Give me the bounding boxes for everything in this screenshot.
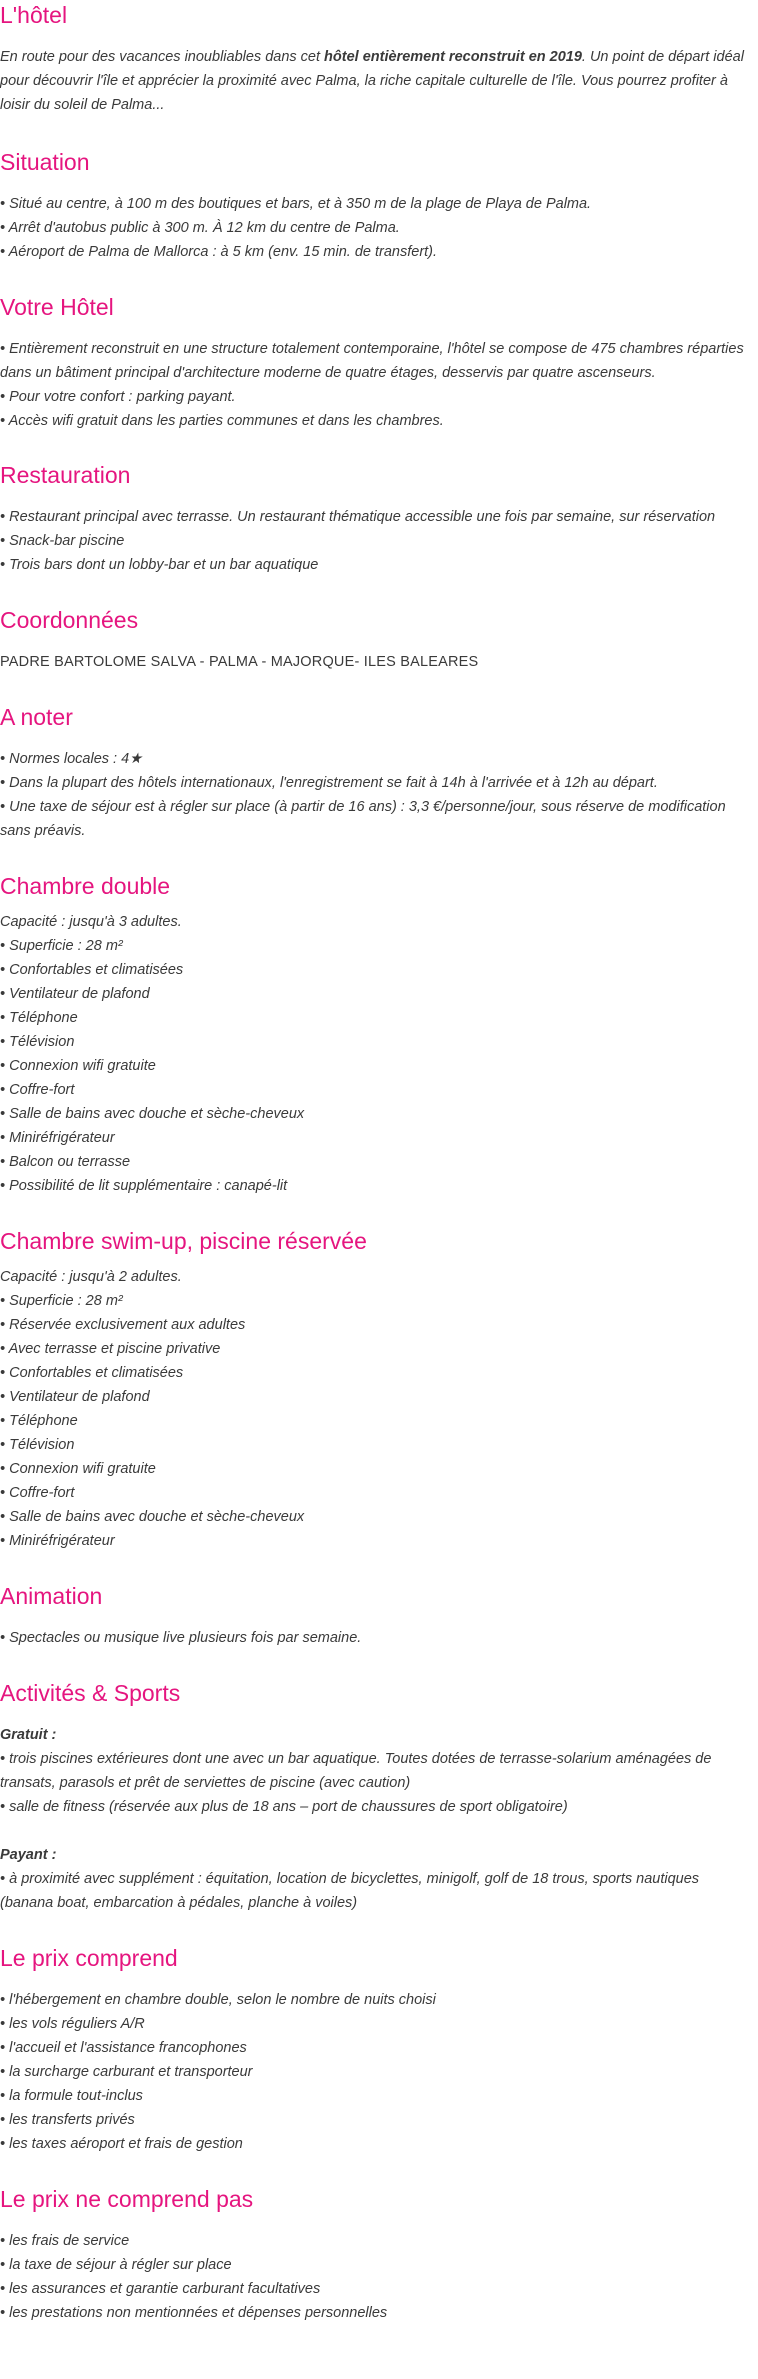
section-title-chambre-double: Chambre double xyxy=(0,873,171,899)
section-activites xyxy=(0,1678,756,1915)
list-item: • Confortables et climatisées xyxy=(0,962,184,978)
hotel-intro-pre: En route pour des vacances inoubliables dans cet xyxy=(0,49,325,65)
payant-label: Payant : xyxy=(0,1847,57,1863)
list-item: • Normes locales : 4★ xyxy=(0,751,143,767)
list-item: • Superficie : 28 m² xyxy=(0,1293,123,1309)
list-item: • la formule tout-inclus xyxy=(0,2088,143,2104)
section-title-votre-hotel: Votre Hôtel xyxy=(0,294,114,320)
spacer xyxy=(0,1819,756,1843)
section-title-a-noter: A noter xyxy=(0,704,73,730)
list-item: • Connexion wifi gratuite xyxy=(0,1058,156,1074)
hotel-address: PADRE BARTOLOME SALVA - PALMA - MAJORQUE- ILES BALEARES xyxy=(0,654,479,670)
votre-hotel-list xyxy=(0,337,756,433)
gratuit-label: Gratuit : xyxy=(0,1727,57,1743)
list-item: • Connexion wifi gratuite xyxy=(0,1461,156,1477)
list-item: • Entièrement reconstruit en une structure totalement contemporaine, l'hôtel se compose de 475 chambres réparties dans un bâtiment principal d'architecture moderne de quatre étages, desservis par quatre ascenseurs. xyxy=(0,341,744,381)
section-animation xyxy=(0,1581,756,1650)
list-item: • la surcharge carburant et transporteur xyxy=(0,2064,253,2080)
list-item: • Superficie : 28 m² xyxy=(0,938,123,954)
section-title-animation: Animation xyxy=(0,1583,103,1609)
section-title-activites: Activités & Sports xyxy=(0,1680,181,1706)
section-a-noter xyxy=(0,702,756,843)
list-item: • l'hébergement en chambre double, selon le nombre de nuits choisi xyxy=(0,1992,436,2008)
list-item: • Télévision xyxy=(0,1437,75,1453)
section-prix-ne-comprend-pas xyxy=(0,2184,756,2325)
section-restauration xyxy=(0,460,756,577)
list-item: • les transferts privés xyxy=(0,2112,135,2128)
section-title-prix-ne-comprend-pas: Le prix ne comprend pas xyxy=(0,2186,254,2212)
list-item: • Ventilateur de plafond xyxy=(0,986,150,1002)
section-votre-hotel xyxy=(0,292,756,433)
section-title-hotel: L'hôtel xyxy=(0,2,68,28)
list-item: • Télévision xyxy=(0,1034,75,1050)
a-noter-list xyxy=(0,747,756,843)
list-item: • Snack-bar piscine xyxy=(0,533,125,549)
restauration-list xyxy=(0,505,756,577)
list-item: • à proximité avec supplément : équitation, location de bicyclettes, minigolf, golf de 18 trous, sports nautiques (banana boat, embarcation à pédales, planche à voiles) xyxy=(0,1871,700,1911)
list-item: • Confortables et climatisées xyxy=(0,1365,184,1381)
section-hotel xyxy=(0,0,756,117)
list-item: • Ventilateur de plafond xyxy=(0,1389,150,1405)
list-item: • Trois bars dont un lobby-bar et un bar aquatique xyxy=(0,557,319,573)
prix-ne-comprend-pas-list xyxy=(0,2229,756,2325)
list-item: • Miniréfrigérateur xyxy=(0,1533,115,1549)
list-item: • Coffre-fort xyxy=(0,1485,75,1501)
list-item: • les vols réguliers A/R xyxy=(0,2016,145,2032)
hotel-intro-post: . Un point de départ idéal pour découvrir l'île et apprécier la proximité avec Palma, la riche capitale culturelle de l'île. Vous pourrez profiter à loisir du soleil de Palma... xyxy=(0,49,744,113)
list-item: • Avec terrasse et piscine privative xyxy=(0,1341,221,1357)
room-capacity: Capacité : jusqu'à 3 adultes. xyxy=(0,914,182,930)
list-item: • Possibilité de lit supplémentaire : canapé-lit xyxy=(0,1178,288,1194)
section-chambre-double xyxy=(0,871,756,1198)
list-item: • Dans la plupart des hôtels internationaux, l'enregistrement se fait à 14h à l'arrivée et à 12h au départ. xyxy=(0,775,658,791)
list-item: • Accès wifi gratuit dans les parties communes et dans les chambres. xyxy=(0,413,444,429)
chambre-swimup-list xyxy=(0,1265,756,1553)
section-title-situation: Situation xyxy=(0,149,90,175)
list-item: • Une taxe de séjour est à régler sur place (à partir de 16 ans) : 3,3 €/personne/jour, sous réserve de modification sans préavis. xyxy=(0,799,726,839)
animation-list xyxy=(0,1626,756,1650)
list-item: • trois piscines extérieures dont une avec un bar aquatique. Toutes dotées de terrasse-solarium aménagées de transats, parasols et prêt de serviettes de piscine (avec caution) xyxy=(0,1751,712,1791)
section-coordonnees xyxy=(0,605,756,674)
list-item: • Téléphone xyxy=(0,1413,78,1429)
list-item: • les taxes aéroport et frais de gestion xyxy=(0,2136,243,2152)
list-item: • Réservée exclusivement aux adultes xyxy=(0,1317,246,1333)
chambre-double-list xyxy=(0,910,756,1198)
section-title-restauration: Restauration xyxy=(0,462,131,488)
section-prix-comprend xyxy=(0,1943,756,2156)
list-item: • l'accueil et l'assistance francophones xyxy=(0,2040,247,2056)
list-item: • salle de fitness (réservée aux plus de 18 ans – port de chaussures de sport obligatoire) xyxy=(0,1799,568,1815)
list-item: • Restaurant principal avec terrasse. Un restaurant thématique accessible une fois par semaine, sur réservation xyxy=(0,509,716,525)
list-item: • Téléphone xyxy=(0,1010,78,1026)
list-item: • les assurances et garantie carburant facultatives xyxy=(0,2281,321,2297)
list-item: • Arrêt d'autobus public à 300 m. À 12 km du centre de Palma. xyxy=(0,220,400,236)
list-item: • Situé au centre, à 100 m des boutiques et bars, et à 350 m de la plage de Playa de Palma. xyxy=(0,196,592,212)
section-chambre-swimup xyxy=(0,1226,756,1553)
list-item: • Miniréfrigérateur xyxy=(0,1130,115,1146)
list-item: • Balcon ou terrasse xyxy=(0,1154,131,1170)
list-item: • Pour votre confort : parking payant. xyxy=(0,389,236,405)
list-item: • Spectacles ou musique live plusieurs fois par semaine. xyxy=(0,1630,362,1646)
activites-list xyxy=(0,1723,756,1915)
hotel-intro xyxy=(0,45,756,117)
prix-comprend-list xyxy=(0,1988,756,2156)
section-title-prix-comprend: Le prix comprend xyxy=(0,1945,178,1971)
list-item: • les prestations non mentionnées et dépenses personnelles xyxy=(0,2305,388,2321)
section-title-chambre-swimup: Chambre swim-up, piscine réservée xyxy=(0,1228,367,1254)
room-capacity: Capacité : jusqu'à 2 adultes. xyxy=(0,1269,182,1285)
list-item: • la taxe de séjour à régler sur place xyxy=(0,2257,232,2273)
list-item: • Salle de bains avec douche et sèche-cheveux xyxy=(0,1509,305,1525)
hotel-intro-bold: hôtel entièrement reconstruit en 2019 xyxy=(324,49,582,65)
list-item: • Coffre-fort xyxy=(0,1082,75,1098)
list-item: • Aéroport de Palma de Mallorca : à 5 km (env. 15 min. de transfert). xyxy=(0,244,438,260)
list-item: • Salle de bains avec douche et sèche-cheveux xyxy=(0,1106,305,1122)
section-situation xyxy=(0,147,756,264)
situation-list xyxy=(0,192,756,264)
section-title-coordonnees: Coordonnées xyxy=(0,607,139,633)
list-item: • les frais de service xyxy=(0,2233,130,2249)
